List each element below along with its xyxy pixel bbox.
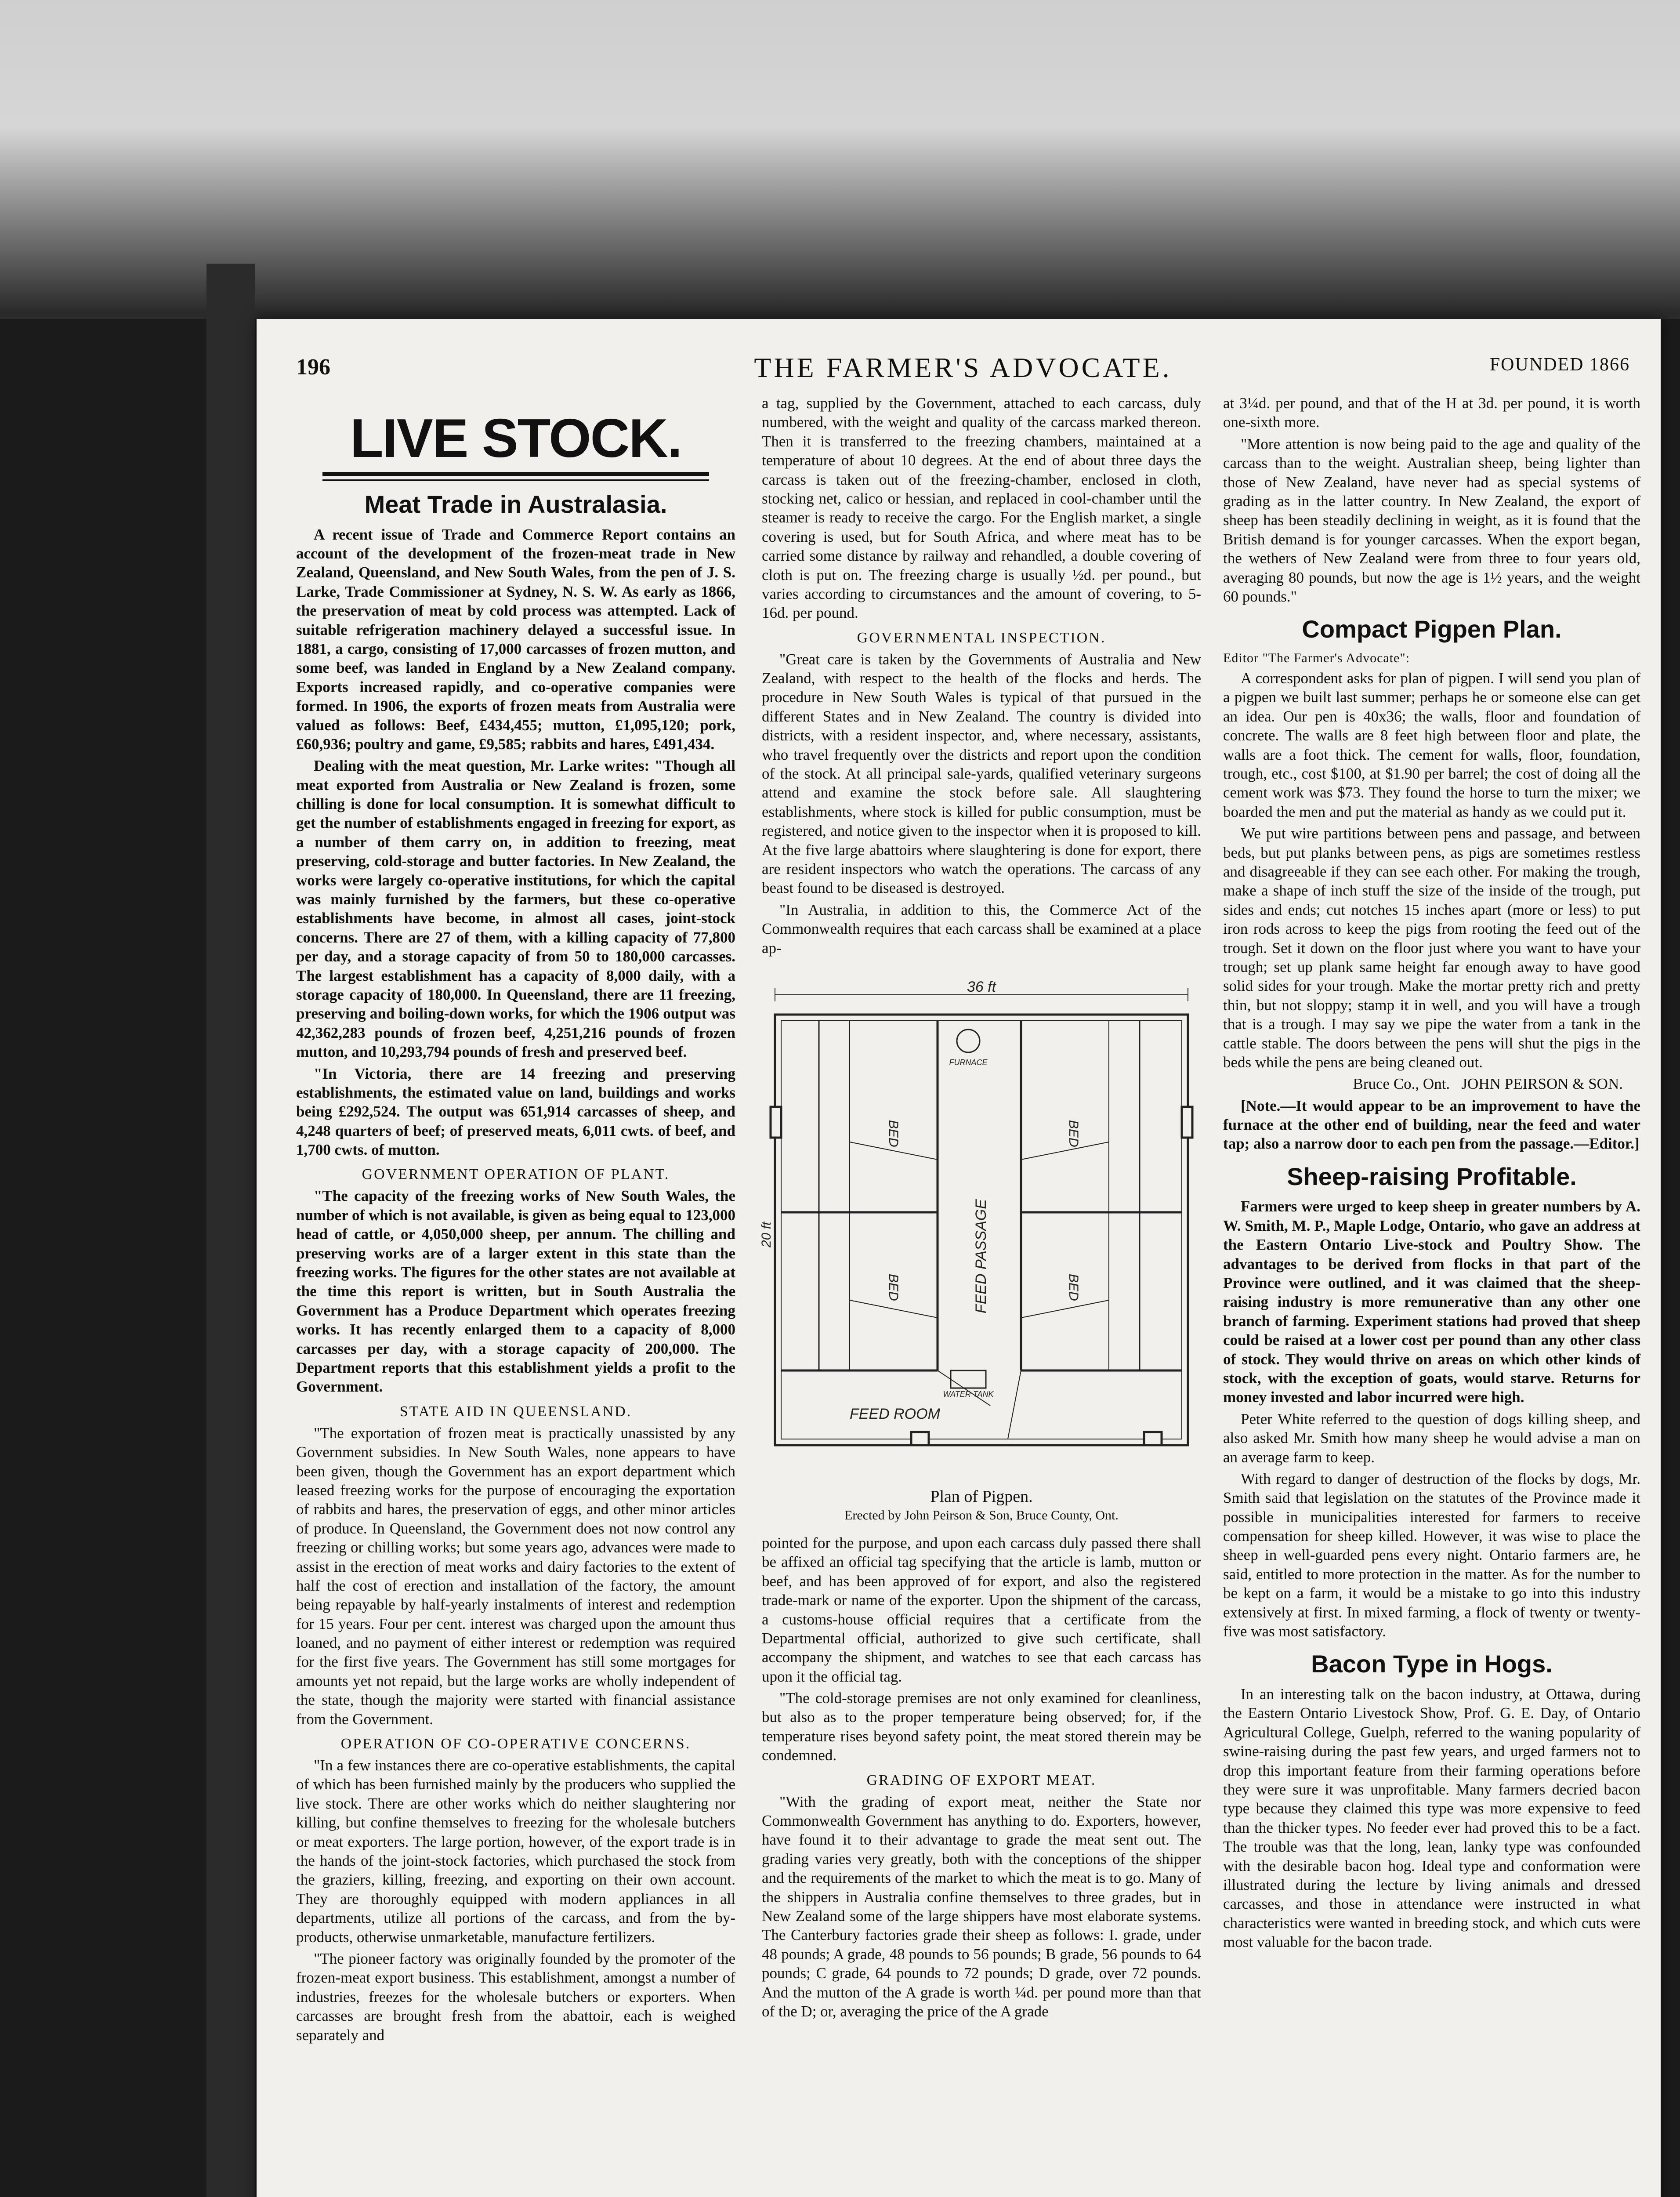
plan-subcaption: Erected by John Peirson & Son, Bruce County, Ont.: [844, 1508, 1119, 1523]
subheading: GRADING OF EXPORT MEAT.: [866, 1772, 1097, 1788]
pigpen-plan-drawing: [759, 975, 1201, 1480]
plan-dimension-side: 20 ft: [759, 1222, 774, 1247]
paragraph: at 3¼d. per pound, and that of the H at 3d. per pound, it is worth one-sixth more.: [1223, 395, 1640, 431]
section-rule-thin: [322, 479, 709, 481]
paragraph: Dealing with the meat question, Mr. Larke writes: "Though all meat exported from Australia or New Zealand is frozen, some chilling is done for local consumption. It is somewhat difficult to get the number of establishments engaged in freezing for export, as a number of them carry on, in addition to freezing, meat preserving, cold-storage and butter factories. In New Zealand, the works were largely co-operative institutions, for which the capital was mainly furnished by the farmers, but these co-operative establishments have become, in almost all cases, joint-stock concerns. There are 27 of them, with a killing capacity of 77,800 per day, and a storage capacity of from 50 to 180,000 carcasses. The largest establishment has a capacity of 8,000 daily, with a storage capacity of 180,000. In Queensland, there are 11 freezing, preserving and boiling-down works, for which the 1906 output was 42,362,283 pounds of frozen beef, 4,251,216 pounds of frozen mutton, and 10,293,794 pounds of fresh and preserved beef.: [296, 757, 735, 1061]
paragraph: "Great care is taken by the Governments of Australia and New Zealand, with respect to the health of the flocks and herds. The procedure in New South Wales is typical of that pursued in the different States and in New Zealand. The country is divided into districts, with a resident inspector, and, where necessary, assistants, who travel frequently over the districts and report upon the condition of the stock. At all principal sale-yards, qualified veterinary surgeons attend and examine the stock before sale. All slaughtering establishments, where stock is killed for public consumption, must be registered, and notice given to the inspector when it is proposed to kill. At the five large abattoirs where slaughtering is done for export, there are resident inspectors who watch the operations. The carcass of any beast found to be diseased is destroyed.: [762, 650, 1201, 897]
subheading: GOVERNMENTAL INSPECTION.: [857, 629, 1106, 646]
pigpen-plan-figure: [759, 975, 1201, 1523]
column-2: [759, 394, 1201, 2197]
column-3: [1223, 394, 1640, 2197]
paragraph: A recent issue of Trade and Commerce Report contains an account of the development of the frozen-meat trade in New Zealand, Queensland, and New South Wales, from the pen of J. S. Larke, Trade Commissioner at Sydney, N. S. W. As early as 1866, the preservation of meat by cold process was attempted. Lack of suitable refrigeration machinery delayed a successful issue. In 1881, a cargo, consisting of 17,000 carcasses of frozen mutton, and some beef, was landed in England by a New Zealand company. Exports increased rapidly, and co-operative companies were formed. In 1906, the exports of frozen meats from Australia were valued as follows: Beef, £434,455; mutton, £1,095,120; pork, £60,936; poultry and game, £9,585; rabbits and hares, £491,434.: [296, 526, 735, 753]
paragraph: pointed for the purpose, and upon each carcass duly passed there shall be affixed an official tag specifying that the article is lamb, mutton or beef, and has been approved of for export, and also the registered trade-mark or name of the exporter. Upon the shipment of the carcass, a customs-house official requires that a certificate from the Departmental official, authorized to give such certificate, shall accompany the shipment, and watches to see that each carcass has upon it the official tag.: [762, 1534, 1201, 1685]
paragraph: "More attention is now being paid to the age and quality of the carcass than to the weight. Australian sheep, being lighter than those of New Zealand, have never had as special systems of grading as in the latter country. In New Zealand, the export of sheep has been steadily declining in weight, as it is found that the British demand is for younger carcasses. When the export began, the wethers of New Zealand were from three to four years old, averaging 80 pounds, but now the age is 1½ years, and the weight 60 pounds.": [1223, 435, 1640, 605]
paragraph: "The exportation of frozen meat is practically unassisted by any Government subsidies. In New South Wales, none appears to have been given, though the Government has an export department which leased freezing works for the purpose of encouraging the exportation of rabbits and hares, the preservation of eggs, and other minor articles of produce. In Queensland, the Government does not now control any freezing or chilling works; but some years ago, advances were made to assist in the erection of meat works and dairy factories to the extent of half the cost of erection and installation of the factory, the amount being repayable by half-yearly instalments of interest and redemption for 15 years. Four per cent. interest was charged upon the amount thus loaned, and no payment of either interest or redemption was required for the first five years. The Government has still some mortgages for amounts yet not repaid, but the large works are wholly independent of the state, though the majority were started with financial assistance from the Government.: [296, 1424, 735, 1728]
headline-meat-trade: Meat Trade in Australasia.: [364, 490, 667, 518]
paragraph: "The capacity of the freezing works of New South Wales, the number of which is not available, is given as being equal to 123,000 head of cattle, or 4,050,000 sheep, per annum. The chilling and preserving works are of a larger extent in this state than the freezing works. The figures for the other states are not available at the time this report is written, but in South Australia the Government has a Produce Department which operates freezing works. It has recently enlarged them to a capacity of 8,000 carcasses per day, with a storage capacity of 200,000. The Department reports that this establishment yields a profit to the Government.: [296, 1187, 735, 1396]
plan-dimension-top: 36 ft: [967, 978, 996, 995]
paragraph: Peter White referred to the question of dogs killing sheep, and also asked Mr. Smith how many sheep he would advise a man on an average farm to keep.: [1223, 1410, 1640, 1466]
plan-bed-label: BED: [886, 1273, 901, 1301]
paragraph: Farmers were urged to keep sheep in greater numbers by A. W. Smith, M. P., Maple Lodge, Ontario, who gave an address at the Eastern Ontario Live-stock and Poultry Show. The advantages to be derived from flocks in that part of the Province were outlined, and it was claimed that the sheep-raising industry is more remunerative than any other one branch of farming. Experiment stations had proved that sheep could be raised at a lower cost per pound than any other class of stock. They would thrive on areas on which other kinds of stock, with the exception of goats, would starve. Returns for money invested and labor incurred were high.: [1223, 1198, 1640, 1406]
signature: [1223, 1074, 1623, 1093]
paper-title: THE FARMER'S ADVOCATE.: [754, 352, 1172, 383]
plan-furnace-label: FURNACE: [949, 1058, 988, 1067]
founded-line: FOUNDED 1866: [1489, 355, 1630, 375]
headline-bacon: Bacon Type in Hogs.: [1311, 1650, 1553, 1678]
signature-name: JOHN PEIRSON & SON.: [1461, 1075, 1623, 1093]
plan-bed-label: BED: [1066, 1120, 1081, 1147]
subheading: GOVERNMENT OPERATION OF PLANT.: [362, 1166, 670, 1183]
paragraph: "The cold-storage premises are not only examined for cleanliness, but also as to the proper temperature being observed; for, if the temperature rises beyond safety point, the meat stored therein may be condemned.: [762, 1689, 1201, 1764]
headline-sheep: Sheep-raising Profitable.: [1287, 1162, 1577, 1190]
section-title: LIVE STOCK.: [350, 408, 682, 469]
paragraph: "In a few instances there are co-operative establishments, the capital of which has been furnished mainly by the producers who supplied the live stock. There are other works which do neither slaughtering nor killing, but confine themselves to freezing for the wholesale butchers or meat exporters. The large portion, however, of the export trade is in the hands of the joint-stock factories, which purchased the stock from the graziers, killing, freezing, and exporting on their own account. They are thoroughly equipped with modern appliances in all departments, utilize all portions of the carcass, and from the by-products, otherwise unmarketable, manufacture fertilizers.: [296, 1757, 735, 1946]
plan-bed-label: BED: [886, 1120, 901, 1147]
plan-feed-room-label: FEED ROOM: [850, 1405, 940, 1422]
masthead: [296, 337, 1630, 394]
editor-note: [Note.—It would appear to be an improvement to have the furnace at the other end of building, near the feed and water tap; also a narrow door to each pen from the passage.—Editor.]: [1223, 1097, 1640, 1153]
paragraph: a tag, supplied by the Government, attached to each carcass, duly numbered, with the weight and quality of the carcass marked thereon. Then it is transferred to the freezing chambers, maintained at a temperature of about 10 degrees. At the end of about three days the carcass is taken out of the freezing-chamber, enclosed in cloth, stocking net, calico or hessian, and replaced in cool-chamber until the steamer is ready to receive the cargo. For the English market, a single covering is used, but for South Africa, and where meat has to be carried some distance by railway and rehandled, a double covering of cloth is put on. The freezing charge is usually ½d. per pound., but varies according to circumstances and the amount of covering, to 5-16d. per pound.: [762, 395, 1201, 622]
page-number: 196: [296, 355, 330, 380]
paragraph: "In Victoria, there are 14 freezing and preserving establishments, the estimated value on land, buildings and works being £292,524. The output was 651,914 carcasses of sheep, and 4,248 quarters of beef; of preserved meats, 6,011 cwts. of beef, and 1,700 cwts. of mutton.: [296, 1065, 735, 1159]
section-rule: [322, 472, 709, 476]
salutation: Editor "The Farmer's Advocate":: [1223, 650, 1410, 665]
paragraph: "In Australia, in addition to this, the Commerce Act of the Commonwealth requires that each carcass shall be examined at a place ap-: [762, 901, 1201, 957]
paragraph: We put wire partitions between pens and passage, and between beds, but put planks between pens, as pigs are sometimes restless and disagreeable if they can see each other. For making the trough, make a shape of inch stuff the size of the inside of the trough, put sides and ends; cut notches 15 inches apart (more or less) to put iron rods across to keep the pigs from rooting the feed out of the trough. Set it down on the floor just where you want to have your trough; set up plank same height far enough away to have good solid sides for your trough. Make the mortar pretty rich and pretty thin, but not sloppy; stamp it in well, and you will have a trough that is a trough. I may say we pipe the water from a tank in the cattle stable. The doors between the pens will shut the pigs in the beds while the pens are being cleaned out.: [1223, 825, 1640, 1071]
paragraph: A correspondent asks for plan of pigpen. I will send you plan of a pigpen we built last summer; perhaps he or someone else can get an idea. Our pen is 40x36; the walls, floor and foundation of concrete. The walls are 8 feet high between floor and plate, the walls are a foot thick. The cement for walls, floor, foundation, trough, etc., cost $100, at $1.90 per barrel; the cost of doing all the cement work was $73. They found the horse to turn the mixer; we boarded the men and put the material as handy as we could put it.: [1223, 670, 1640, 820]
paragraph: With regard to danger of destruction of the flocks by dogs, Mr. Smith said that legislation on the statutes of the Province made it possible in municipalities interested for farmers to receive compensation for sheep killed. However, it was wise to place the sheep in well-guarded pens every night. Ontario farmers are, he said, entitled to more protection in the matter. As for the number to be kept on a farm, it would be a mistake to go into this industry extensively at first. In mixed farming, a flock of twenty or twenty-five was most satisfactory.: [1223, 1470, 1640, 1640]
subheading: OPERATION OF CO-OPERATIVE CONCERNS.: [340, 1736, 691, 1752]
paragraph: In an interesting talk on the bacon industry, at Ottawa, during the Eastern Ontario Livestock Show, Prof. G. E. Day, of Ontario Agricultural College, Guelph, referred to the waning popularity of swine-raising during the past few years, and urged farmers not to drop this important feature from their farming operations before they were sure it was unprofitable. Many farmers decried bacon type because they claimed this type was more expensive to feed than the thicker types. No feeder ever had proved this to be a fact. The trouble was that the long, lean, lanky type was confounded with the desirable bacon hog. Ideal type and conformation were illustrated during the lecture by living animals and dressed carcasses, and those in attendance were instructed in what characteristics were wanted in breeding stock, and which cuts were most valuable for the bacon trade.: [1223, 1686, 1640, 1951]
subheading: STATE AID IN QUEENSLAND.: [399, 1403, 632, 1420]
plan-water-tank-label: WATER TANK: [943, 1389, 994, 1399]
signature-place: Bruce Co., Ont.: [1353, 1075, 1450, 1093]
paragraph: "The pioneer factory was originally founded by the promoter of the frozen-meat export business. This establishment, amongst a number of industries, freezes for the wholesale butchers or exporters. When carcasses are brought fresh from the abattoir, each is weighed separately and: [296, 1950, 735, 2044]
plan-caption: Plan of Pigpen.: [930, 1487, 1033, 1506]
column-1: [296, 394, 735, 2197]
plan-bed-label: BED: [1066, 1273, 1081, 1301]
paragraph: "With the grading of export meat, neither the State nor Commonwealth Government has anything to do. Exporters, however, have found it to their advantage to grade the meat sent out. The grading varies very greatly, both with the conceptions of the shipper and the requirements of the market to which the meat is to go. Many of the shippers in Australia confine themselves to three grades, but in New Zealand some of the large shippers have most elaborate systems. The Canterbury factories grade their sheep as follows: I. grade, under 48 pounds; A grade, 48 pounds to 56 pounds; B grade, 56 pounds to 64 pounds; C grade, 64 pounds to 72 pounds; D grade, over 72 pounds. And the mutton of the A grade is worth ¼d. per pound more than that of the D; or, averaging the price of the A grade: [762, 1793, 1201, 2020]
binding-margin: [206, 264, 255, 2197]
headline-pigpen: Compact Pigpen Plan.: [1302, 615, 1562, 643]
plan-feed-passage-label: FEED PASSAGE: [973, 1199, 989, 1313]
newspaper-page: [257, 319, 1661, 2197]
